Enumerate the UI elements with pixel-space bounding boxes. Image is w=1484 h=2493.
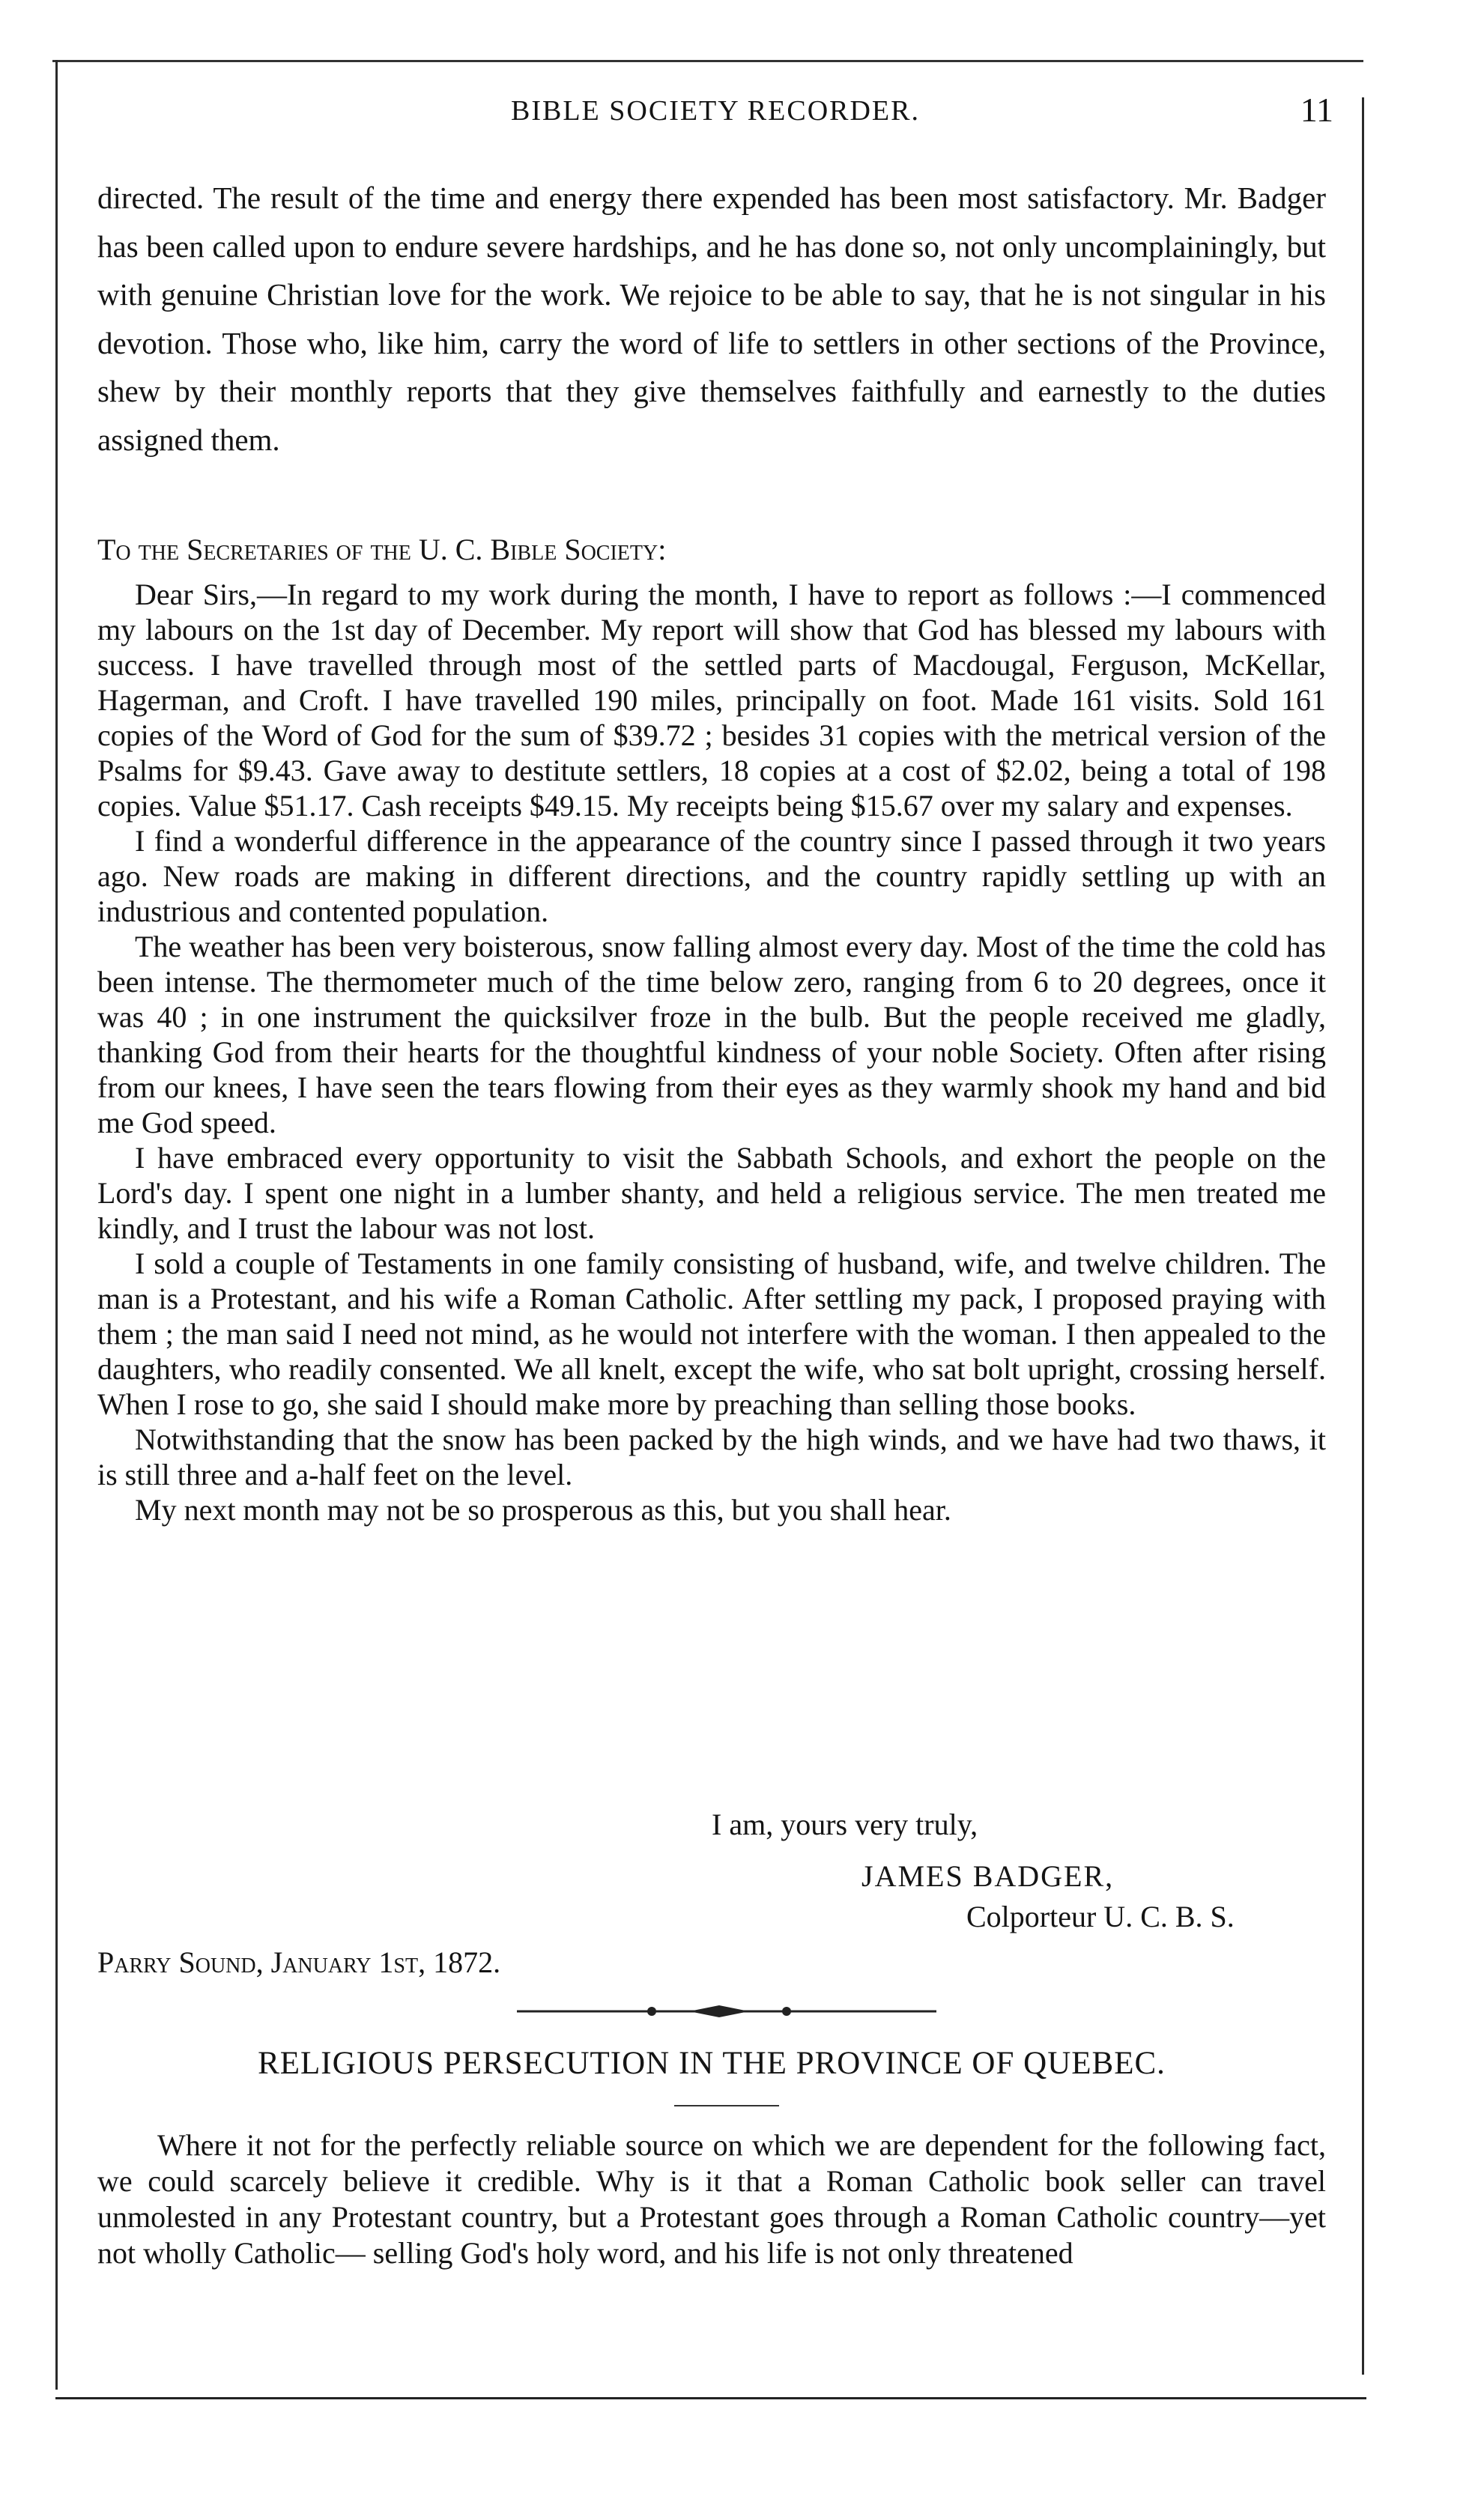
letter-salutation: To the Secretaries of the U. C. Bible Society: [97,533,667,566]
letter-closing: I am, yours very truly, [712,1808,978,1841]
letter-paragraph: Dear Sirs,—In regard to my work during the month, I have to report as follows :—I commenced my labours on the 1st day of December. My report will show that God has blessed my labours with success. I have travelled through most of the settled parts of Macdougal, Ferguson, McKellar, Hagerman, and Croft. I have travelled 190 miles, principally on foot. Made 161 visits. Sold 161 copies of the Word of God for the sum of $39.72 ; besides 31 copies with the metrical version of the Psalms for $9.43. Gave away to destitute settlers, 18 copies at a cost of $2.02, being a total of 198 copies. Value $51.17. Cash receipts $49.15. My receipts being $15.67 over my salary and expenses. [97,578,1326,823]
intro-paragraph: directed. The result of the time and energy there expended has been most satisfactory. Mr. Badger has been called upon to endure severe hardships, and he has done so, not only uncomplainingly, but with genuine Christian love for the work. We rejoice to be able to say, that he is not singular in his devotion. Those who, like him, carry the word of life to settlers in other sections of the Province, shew by their monthly reports that they give themselves faithfully and earnestly to the duties assigned them. [97,181,1326,457]
page-border-right [1362,97,1364,2375]
section-ornament-divider [517,2000,936,2023]
letter-paragraph: The weather has been very boisterous, snow falling almost every day. Most of the time the cold has been intense. The thermometer much of the time below zero, ranging from 6 to 20 degrees, once it was 40 ; in one instrument the quicksilver froze in the bulb. But the people received me gladly, thanking God from their hearts for the thoughtful kindness of your noble Society. Often after rising from our knees, I have seen the tears flowing from their eyes as they warmly shook my hand and bid me God speed. [97,930,1326,1139]
page-border-bottom [55,2397,1366,2399]
letter-paragraph: My next month may not be so prosperous as this, but you shall hear. [135,1493,951,1527]
colporteur-letter [97,577,1326,1527]
letter-dateline: Parry Sound, January 1st, 1872. [97,1945,501,1979]
page-header [97,91,1333,139]
letter-paragraph: I find a wonderful difference in the appearance of the country since I passed through it two years ago. New roads are making in different directions, and the country rapidly settling up with an industrious and contented population. [97,824,1326,928]
signature-name: JAMES BADGER, [861,1859,1115,1893]
page-border-top [52,60,1363,62]
page-border-left [55,60,58,2390]
heading-rule [674,2105,779,2106]
letter-paragraph: Notwithstanding that the snow has been packed by the high winds, and we have had two thaws, it is still three and a-half feet on the level. [97,1423,1326,1491]
page-number: 11 [1300,91,1333,129]
signature-title: Colporteur U. C. B. S. [966,1900,1235,1933]
letter-paragraph: I sold a couple of Testaments in one family consisting of husband, wife, and twelve children. The man is a Protestant, and his wife a Roman Catholic. After settling my pack, I proposed praying with them ; the man said I need not mind, as he would not interfere with the woman. I then appealed to the daughters, who readily consented. We all knelt, except the wife, who sat bolt upright, crossing herself. When I rose to go, she said I should make more by preaching than selling those books. [97,1246,1326,1421]
article-paragraph: Where it not for the perfectly reliable source on which we are dependent for the following fact, we could scarcely believe it credible. Why is it that a Roman Catholic book seller can travel unmolested in any Protestant country, but a Protestant goes through a Roman Catholic country—yet not wholly Catholic— selling God's holy word, and his life is not only threatened [97,2128,1326,2270]
article-heading: RELIGIOUS PERSECUTION IN THE PROVINCE OF QUEBEC. [258,2046,1166,2081]
letter-paragraph: I have embraced every opportunity to visit the Sabbath Schools, and exhort the people on the Lord's day. I spent one night in a lumber shanty, and held a religious service. The men treated me kindly, and I trust the labour was not lost. [97,1141,1326,1245]
running-title: BIBLE SOCIETY RECORDER. [511,95,920,127]
